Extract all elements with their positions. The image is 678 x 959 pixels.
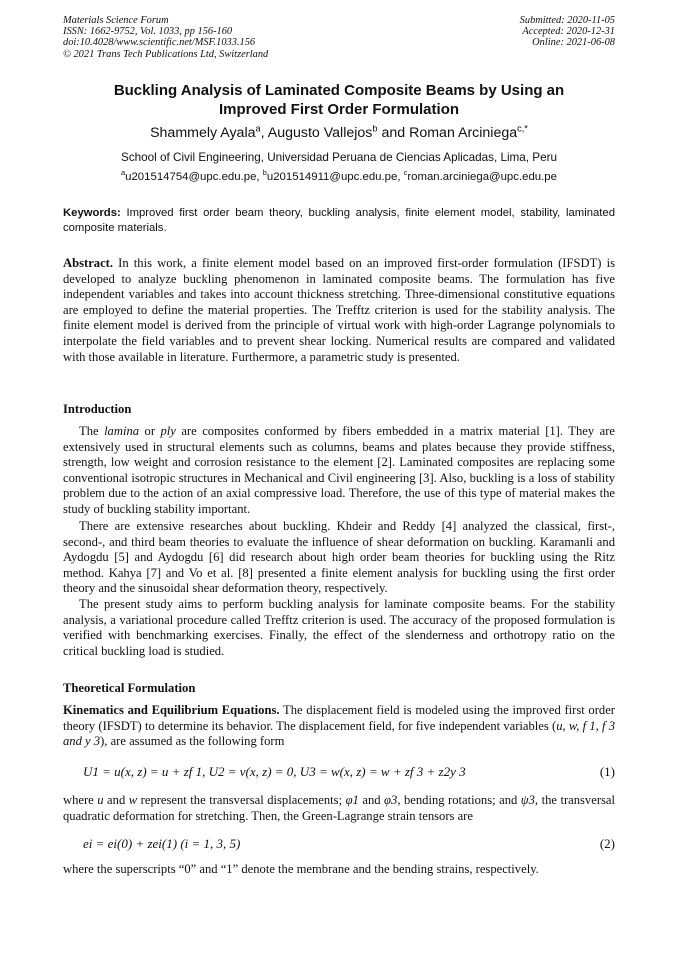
subsection-label: Kinematics and Equilibrium Equations.	[63, 703, 280, 717]
abstract-label: Abstract.	[63, 256, 114, 270]
doi-line: doi:10.4028/www.scientific.net/MSF.1033.156	[63, 37, 256, 49]
text-run: ψ3	[520, 793, 535, 807]
keywords-label: Keywords:	[63, 207, 121, 219]
text-run: , the transversal quadratic deformation for stretching. Then, the Green-Lagrange strain tensors are	[63, 793, 616, 823]
journal-header	[63, 15, 268, 60]
theory-paragraph-1	[63, 703, 615, 750]
text-run: and	[358, 793, 385, 807]
intro-paragraph-1	[63, 424, 615, 518]
text-run: ply	[160, 424, 176, 438]
section-heading-theory: Theoretical Formulation	[63, 681, 196, 695]
theory-paragraph-2	[63, 793, 615, 824]
email-mark: a	[121, 168, 126, 178]
intro-paragraph-2: There are extensive researches about buckling. Khdeir and Reddy [4] analyzed the classical, first-, second-, and third beam theories to evaluate the influence of shear deformation on buckling. Karamanli and Aydogdu [5] and Aydogdu [6] did research about high order beam theories for buckling using the Ritz method. Kahya [7] and Vo et al. [8] presented a finite element analysis for buckling using the first order theory and the sinusoidal shear deformation theory, respectively.	[63, 519, 615, 596]
author-name: Shammely Ayala	[150, 125, 256, 141]
author-separator: and	[377, 125, 410, 141]
text-run: or	[139, 424, 161, 438]
intro-paragraph-3: The present study aims to perform buckling analysis for laminate composite beams. For the stability analysis, a variational procedure called Trefftz criterion is used. The accuracy of the proposed formulation is verified with benchmarking exercises. Finally, the effect of the slenderness and orthotropy ratio on the critical buckling load is studied.	[63, 597, 615, 658]
email-mark: c	[403, 168, 408, 178]
text-run: u	[97, 793, 104, 807]
text-run: u, w, f 1, f 3 and y 3	[63, 718, 615, 749]
author-affil-mark: b	[372, 123, 378, 134]
theory-paragraph-3: where the superscripts “0” and “1” denote the membrane and the bending strains, respectively.	[63, 862, 539, 876]
issn-line: ISSN: 1662-9752, Vol. 1033, pp 156-160	[63, 26, 233, 38]
email-mark: b	[262, 168, 267, 178]
submitted-date: Submitted: 2020-11-05	[519, 15, 615, 26]
author-affil-mark: a	[255, 123, 261, 134]
email-address[interactable]: u201514911@upc.edu.pe,	[266, 171, 404, 183]
paper-title	[63, 81, 615, 119]
text-run: The displacement field is modeled using the improved first order theory (IFSDT) to determine its behavior. The displacement field, for five independent variables (	[63, 703, 616, 733]
online-date: Online: 2021-06-08	[532, 37, 615, 49]
equation-1-expression: U1 = u(x, z) = u + zf 1, U2 = v(x, z) = 0, U3 = w(x, z) = w + zf 3 + z2y 3	[83, 764, 466, 779]
dates-header	[520, 15, 615, 49]
text-run: ), are assumed as the following form	[100, 734, 285, 749]
equation-2-expression: ei = ei(0) + zei(1) (i = 1, 3, 5)	[83, 836, 241, 851]
copyright-line: © 2021 Trans Tech Publications Ltd, Switzerland	[63, 48, 269, 60]
author-list	[63, 125, 615, 141]
equation-2-number: (2)	[599, 836, 615, 851]
keywords	[63, 206, 615, 236]
text-run: lamina	[104, 424, 140, 438]
text-run: w	[128, 793, 138, 807]
journal-name: Materials Science Forum	[63, 15, 169, 26]
text-run: represent the transversal displacements;	[137, 793, 346, 807]
text-run: and	[103, 793, 129, 807]
text-run: , bending rotations; and	[397, 793, 521, 807]
abstract	[63, 256, 615, 365]
text-run: where	[63, 793, 98, 807]
author-separator: ,	[260, 125, 268, 141]
author-affil-mark: c,*	[517, 123, 528, 134]
affiliation: School of Civil Engineering, Universidad Peruana de Ciencias Aplicadas, Lima, Peru	[121, 151, 557, 164]
keywords-text: Improved first order beam theory, buckling analysis, finite element model, stability, laminated composite materials.	[63, 207, 615, 234]
author-name: Roman Arciniega	[409, 125, 518, 141]
equation-1-number: (1)	[599, 764, 615, 779]
accepted-date: Accepted: 2020-12-31	[522, 26, 615, 38]
author-emails	[63, 168, 615, 183]
author-name: Augusto Vallejos	[267, 125, 373, 141]
section-heading-introduction: Introduction	[63, 402, 132, 416]
email-address[interactable]: u201514754@upc.edu.pe,	[125, 171, 263, 183]
text-run: φ3	[384, 793, 398, 807]
text-run: are composites conformed by fibers embedded in a matrix material [1]. They are extensively used in structural elements such as columns, beams and plates because they provide stiffness, strength, low weight and corrosion resistance to the element [2]. Laminated composites are replacing some conventional isotropic structures in Mechanical and Civil engineering [3]. Also, buckling is a loss of stability problem due to the action of an axial compressive load. Therefore, the use of this type of material makes the study of buckling stability important.	[63, 424, 615, 516]
title-line-2: Improved First Order Formulation	[218, 101, 460, 118]
text-run: φ1	[345, 793, 359, 807]
text-run: The	[79, 424, 105, 438]
email-address[interactable]: roman.arciniega@upc.edu.pe	[407, 171, 557, 183]
title-line-1: Buckling Analysis of Laminated Composite Beams by Using an	[113, 82, 565, 99]
abstract-text: In this work, a finite element model based on an improved first-order formulation (IFSDT) is developed to analyze buckling phenomenon in laminated composite beams. The formulation has five independent variables and takes into account thickness stretching. Three-dimensional constitutive equations are employed to define the material properties. The Trefftz criterion is used for the stability analysis. The finite element model is derived from the principle of virtual work with high-order Lagrange polynomials to interpolate the field variables and to prevent shear locking. Numerical results are compared and validated with those available in literature. Furthermore, a parametric study is presented.	[63, 256, 615, 364]
